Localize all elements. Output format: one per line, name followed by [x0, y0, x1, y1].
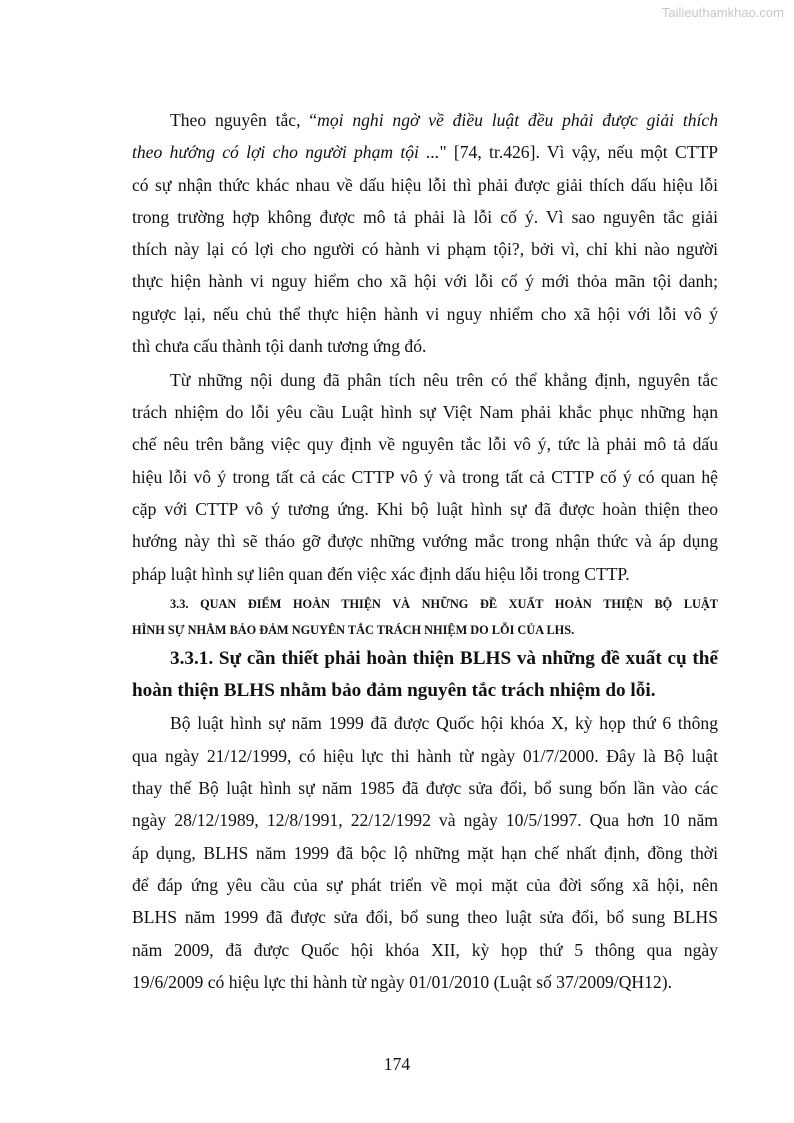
text-line: trong trường hợp không được mô tả phải là lỗi cố ý. Vì sao nguyên tắc giải — [132, 206, 718, 227]
text-line: pháp luật hình sự liên quan đến việc xác định dấu hiệu lỗi trong CTTP. — [132, 563, 630, 584]
text-line: thay thế Bộ luật hình sự năm 1985 đã được sửa đổi, bổ sung bốn lần vào các — [132, 778, 718, 799]
subsection-heading — [132, 643, 718, 707]
text-line: để đáp ứng yêu cầu của sự phát triển về mọi mặt của đời sống xã hội, nên — [132, 874, 718, 895]
text-line: trách nhiệm do lỗi yêu cầu Luật hình sự Việt Nam phải khắc phục những hạn — [132, 402, 718, 423]
text-line: có sự nhận thức khác nhau về dấu hiệu lỗi thì phải được giải thích dấu hiệu lỗi — [132, 174, 718, 195]
text-line: Theo nguyên tắc, “mọi nghi ngờ về điều luật đều phải được giải thích — [170, 110, 718, 130]
text-line: chế nêu trên bằng việc quy định về nguyên tắc lỗi vô ý, tức là phải mô tả dấu — [132, 434, 718, 455]
paragraph-2 — [132, 364, 718, 590]
text-line: ngược lại, nếu chủ thể thực hiện hành vi nguy nhiểm cho xã hội với lỗi vô ý — [132, 303, 718, 324]
watermark: Tailieuthamkhao.com — [661, 5, 784, 20]
text-line: áp dụng, BLHS năm 1999 đã bộc lộ những mặt hạn chế nhất định, đồng thời — [132, 842, 718, 863]
heading-line: 3.3. QUAN ĐIỂM HOÀN THIỆN VÀ NHỮNG ĐỀ XUẤT HOÀN THIỆN BỘ LUẬT — [170, 597, 718, 612]
text-line: cặp với CTTP vô ý tương ứng. Khi bộ luật hình sự đã được hoàn thiện theo — [132, 499, 718, 520]
text-line: hiệu lỗi vô ý trong tất cả các CTTP vô ý và trong tất cả CTTP cố ý có quan hệ — [132, 466, 718, 487]
section-heading — [132, 591, 718, 643]
text-line: thích này lại có lợi cho người có hành vi phạm tội?, bởi vì, chỉ khi nào người — [132, 239, 718, 260]
text-line: hướng này thì sẽ tháo gỡ được những vướng mắc trong nhận thức và áp dụng — [132, 531, 718, 552]
paragraph-3 — [132, 707, 718, 998]
text-line: qua ngày 21/12/1999, có hiệu lực thi hành từ ngày 01/7/2000. Đây là Bộ luật — [132, 745, 718, 766]
text-line: theo hướng có lợi cho người phạm tội ..." [74, tr.426]. Vì vậy, nếu một CTTP — [132, 142, 718, 163]
text-line: ngày 28/12/1989, 12/8/1991, 22/12/1992 và ngày 10/5/1997. Qua hơn 10 năm — [132, 810, 718, 831]
page-body — [132, 104, 718, 1000]
text-line: 19/6/2009 có hiệu lực thi hành từ ngày 01/01/2010 (Luật số 37/2009/QH12). — [132, 971, 672, 992]
heading-line: HÌNH SỰ NHẰM BẢO ĐẢM NGUYÊN TẮC TRÁCH NHIỆM DO LỖI CỦA LHS. — [132, 623, 575, 638]
text-line: thì chưa cấu thành tội danh tương ứng đó. — [132, 336, 427, 357]
text-line: năm 2009, đã được Quốc hội khóa XII, kỳ họp thứ 5 thông qua ngày — [132, 939, 718, 960]
heading-line: hoàn thiện BLHS nhằm bảo đảm nguyên tắc trách nhiệm do lỗi. — [132, 680, 656, 702]
text-line: thực hiện hành vi nguy hiểm cho xã hội với lỗi cố ý mới thỏa mãn tội danh; — [132, 271, 718, 292]
page-number: 174 — [383, 1054, 411, 1074]
paragraph-1 — [132, 104, 718, 362]
text-line: Từ những nội dung đã phân tích nêu trên có thể khẳng định, nguyên tắc — [170, 369, 718, 390]
text-line: Bộ luật hình sự năm 1999 đã được Quốc hội khóa X, kỳ họp thứ 6 thông — [170, 713, 718, 734]
text-line: BLHS năm 1999 đã được sửa đổi, bổ sung theo luật sửa đổi, bổ sung BLHS — [132, 907, 718, 928]
heading-line: 3.3.1. Sự cần thiết phải hoàn thiện BLHS và những đề xuất cụ thể — [170, 648, 718, 670]
